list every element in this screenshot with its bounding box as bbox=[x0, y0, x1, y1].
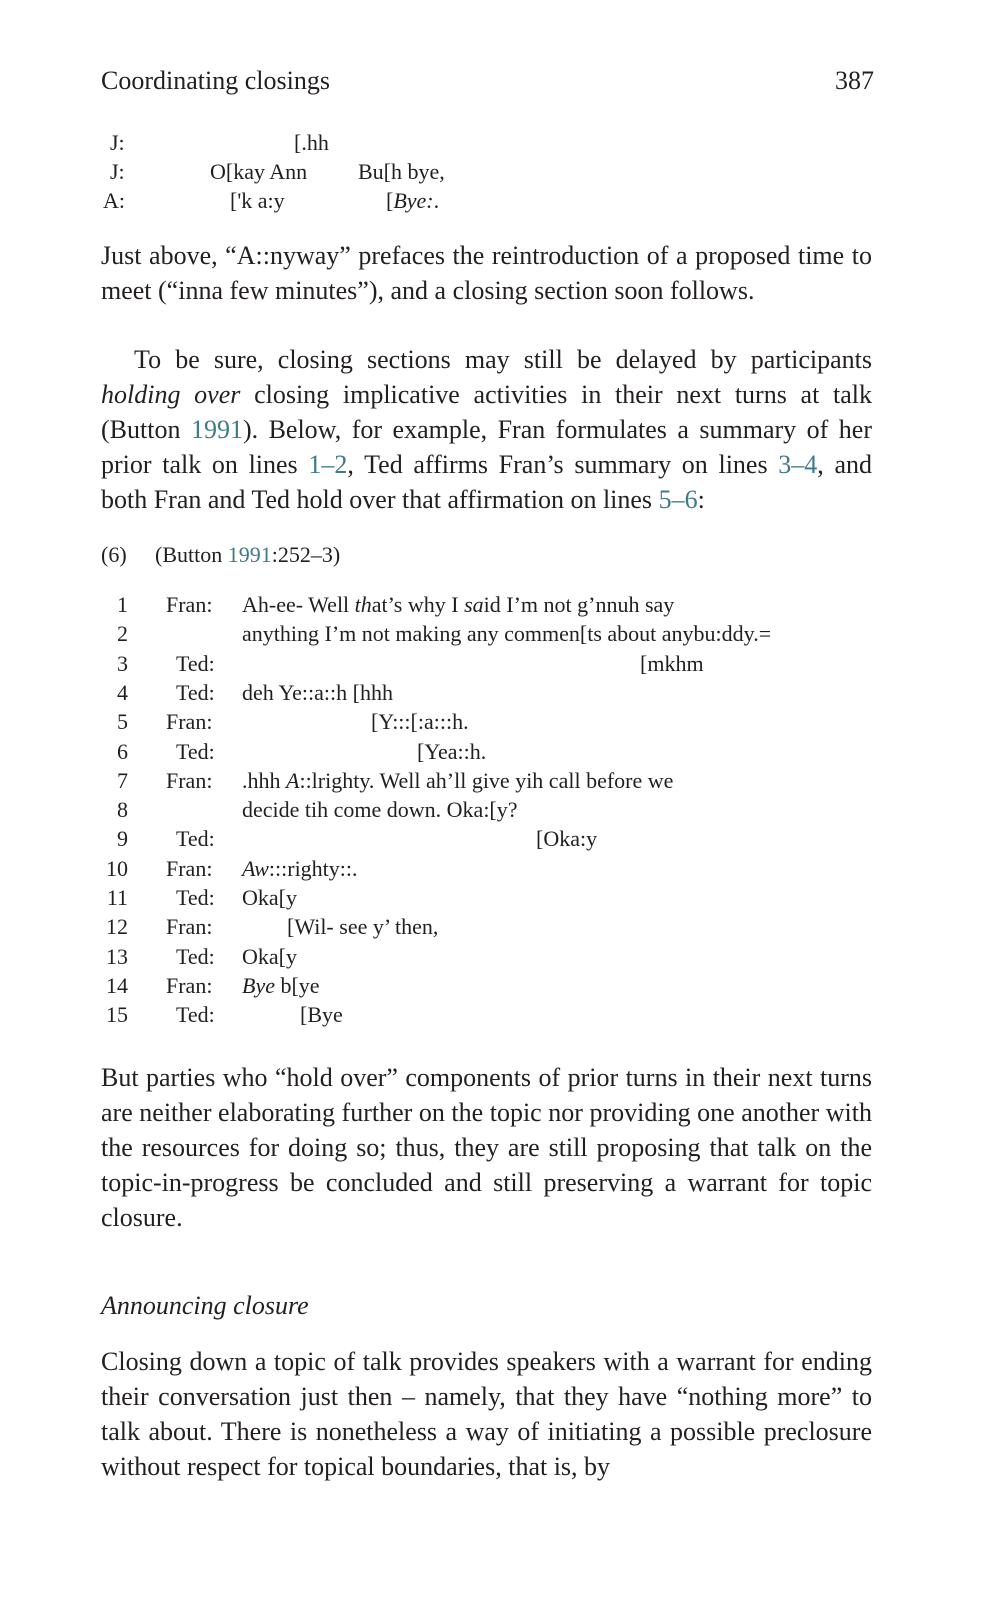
line-reference-link-5-6[interactable]: 5–6 bbox=[658, 485, 698, 514]
utterance-text: [Y:::[:a:::h. bbox=[371, 709, 469, 734]
top-transcript-utterance: Bu[h bye, bbox=[358, 159, 445, 184]
transcript-line-number: 15 bbox=[106, 1002, 128, 1027]
paragraph-2-text: : bbox=[697, 485, 705, 514]
utterance-emphasis: A bbox=[286, 768, 300, 793]
transcript-utterance bbox=[536, 826, 597, 852]
transcript-line-number: 10 bbox=[106, 856, 128, 881]
transcript-line-number: 9 bbox=[117, 826, 128, 851]
top-transcript-utterance: O[kay Ann bbox=[210, 159, 308, 184]
utterance-text: Oka[y bbox=[242, 944, 297, 969]
example-source-author: (Button bbox=[155, 542, 228, 567]
utterance-text: [Yea::h. bbox=[417, 739, 487, 764]
example-source bbox=[155, 542, 340, 568]
utterance-emphasis: Aw bbox=[242, 856, 269, 881]
utterance-text: [Wil- see y’ then, bbox=[287, 914, 439, 939]
paragraph-2-text: ). Below, for example, Fran formulates a summary of her prior talk on lines bbox=[101, 415, 872, 479]
transcript-speaker: Ted: bbox=[176, 1002, 215, 1027]
transcript-line-number: 8 bbox=[117, 797, 128, 822]
transcript-utterance bbox=[242, 768, 673, 794]
transcript-utterance bbox=[242, 856, 358, 882]
transcript-line-number: 7 bbox=[117, 768, 128, 793]
utterance-text: deh Ye::a::h [hhh bbox=[242, 680, 393, 705]
transcript-speaker: Fran: bbox=[166, 592, 213, 617]
utterance-text: Oka[y bbox=[242, 885, 297, 910]
transcript-line-number: 5 bbox=[117, 709, 128, 734]
utterance-text: ::lrighty. Well ah’ll give yih call before we bbox=[299, 768, 674, 793]
italic-bye: Bye: bbox=[393, 188, 434, 213]
transcript-utterance bbox=[640, 651, 704, 677]
transcript-utterance bbox=[242, 885, 297, 911]
utterance-text: anything I’m not making any commen[ts about anybu:ddy.= bbox=[242, 621, 772, 646]
top-transcript-utterance: [Bye:. bbox=[386, 188, 440, 213]
line-reference-link-1-2[interactable]: 1–2 bbox=[308, 450, 348, 479]
transcript-speaker: Ted: bbox=[176, 826, 215, 851]
citation-link-button-1991[interactable]: 1991 bbox=[190, 415, 243, 444]
transcript-utterance bbox=[242, 944, 297, 970]
transcript-speaker: Ted: bbox=[176, 739, 215, 764]
transcript-utterance bbox=[287, 914, 438, 940]
emphasis-holding-over: holding over bbox=[101, 380, 241, 409]
paragraph-1: Just above, “A::nyway” prefaces the reintroduction of a proposed time to meet (“inna few minutes”), and a closing section soon follows. bbox=[101, 241, 872, 305]
top-transcript-speaker: J: bbox=[110, 159, 125, 184]
utterance-emphasis: th bbox=[354, 592, 372, 617]
transcript-line-number: 12 bbox=[106, 914, 128, 939]
transcript-line-number: 1 bbox=[117, 592, 128, 617]
transcript-speaker: Fran: bbox=[166, 856, 213, 881]
transcript-line-number: 13 bbox=[106, 944, 128, 969]
utterance-text: Ah-ee- Well bbox=[242, 592, 355, 617]
utterance-emphasis: Bye bbox=[242, 973, 275, 998]
utterance-text: .hhh bbox=[242, 768, 286, 793]
transcript-line-number: 6 bbox=[117, 739, 128, 764]
transcript-speaker: Ted: bbox=[176, 651, 215, 676]
transcript-line-number: 11 bbox=[106, 885, 128, 910]
transcript-utterance bbox=[371, 709, 469, 735]
transcript-line-number: 2 bbox=[117, 621, 128, 646]
top-transcript-speaker: A: bbox=[103, 188, 125, 213]
transcript-utterance bbox=[242, 592, 674, 618]
example-source-pages: :252–3) bbox=[271, 542, 341, 567]
example-number: (6) bbox=[101, 542, 127, 567]
utterance-text: b[ye bbox=[274, 973, 320, 998]
utterance-text: id I’m not g’nnuh say bbox=[483, 592, 675, 617]
top-transcript-utterance: [.hh bbox=[294, 130, 329, 155]
example-label bbox=[101, 542, 341, 568]
paragraph-2-text: closing implicative activities in their next turns at talk (Button bbox=[101, 380, 872, 444]
utterance-emphasis: sa bbox=[464, 592, 484, 617]
top-transcript-utterance: ['k a:y bbox=[230, 188, 285, 213]
paragraph-2-text: , and both Fran and Ted hold over that affirmation on lines bbox=[101, 450, 873, 514]
transcript-utterance bbox=[417, 739, 486, 765]
section-heading: Announcing closure bbox=[101, 1291, 309, 1320]
paragraph-2-text: , Ted affirms Fran’s summary on lines bbox=[347, 450, 779, 479]
transcript-speaker: Fran: bbox=[166, 914, 213, 939]
transcript-line-number: 14 bbox=[106, 973, 128, 998]
transcript-speaker: Fran: bbox=[166, 709, 213, 734]
utterance-text: :::righty::. bbox=[268, 856, 358, 881]
paragraph-2 bbox=[101, 342, 872, 517]
transcript-speaker: Ted: bbox=[176, 885, 215, 910]
citation-link-button-1991-example[interactable]: 1991 bbox=[227, 542, 272, 567]
transcript-utterance bbox=[242, 797, 518, 823]
transcript-line-number: 3 bbox=[117, 651, 128, 676]
top-transcript-speaker: J: bbox=[110, 130, 125, 155]
utterance-text: [mkhm bbox=[640, 651, 704, 676]
utterance-text: [Oka:y bbox=[536, 826, 598, 851]
transcript-utterance bbox=[242, 621, 771, 647]
running-header-title: Coordinating closings bbox=[101, 66, 330, 95]
transcript-utterance bbox=[242, 973, 320, 999]
paragraph-3: But parties who “hold over” components of prior turns in their next turns are neither elaborating further on the topic nor providing one another with the resources for doing so; thus, they are still proposing that talk on the topic-in-progress be concluded and still preserving a warrant for topic closure. bbox=[101, 1063, 872, 1232]
transcript-speaker: Fran: bbox=[166, 973, 213, 998]
paragraph-4: Closing down a topic of talk provides speakers with a warrant for ending their conversation just then – namely, that they have “nothing more” to talk about. There is nonetheless a way of initiating a possible preclosure without respect for topical boundaries, that is, by bbox=[101, 1347, 872, 1481]
transcript-line-number: 4 bbox=[117, 680, 128, 705]
transcript-speaker: Ted: bbox=[176, 944, 215, 969]
transcript-utterance bbox=[242, 680, 393, 706]
utterance-text: at’s why I bbox=[371, 592, 465, 617]
page-number: 387 bbox=[835, 66, 874, 95]
transcript-utterance bbox=[300, 1002, 343, 1028]
transcript-speaker: Ted: bbox=[176, 680, 215, 705]
line-reference-link-3-4[interactable]: 3–4 bbox=[778, 450, 818, 479]
utterance-text: decide tih come down. Oka:[y? bbox=[242, 797, 518, 822]
utterance-text: [Bye bbox=[300, 1002, 343, 1027]
paragraph-2-text: To be sure, closing sections may still be delayed by participants bbox=[134, 345, 872, 374]
transcript-speaker: Fran: bbox=[166, 768, 213, 793]
